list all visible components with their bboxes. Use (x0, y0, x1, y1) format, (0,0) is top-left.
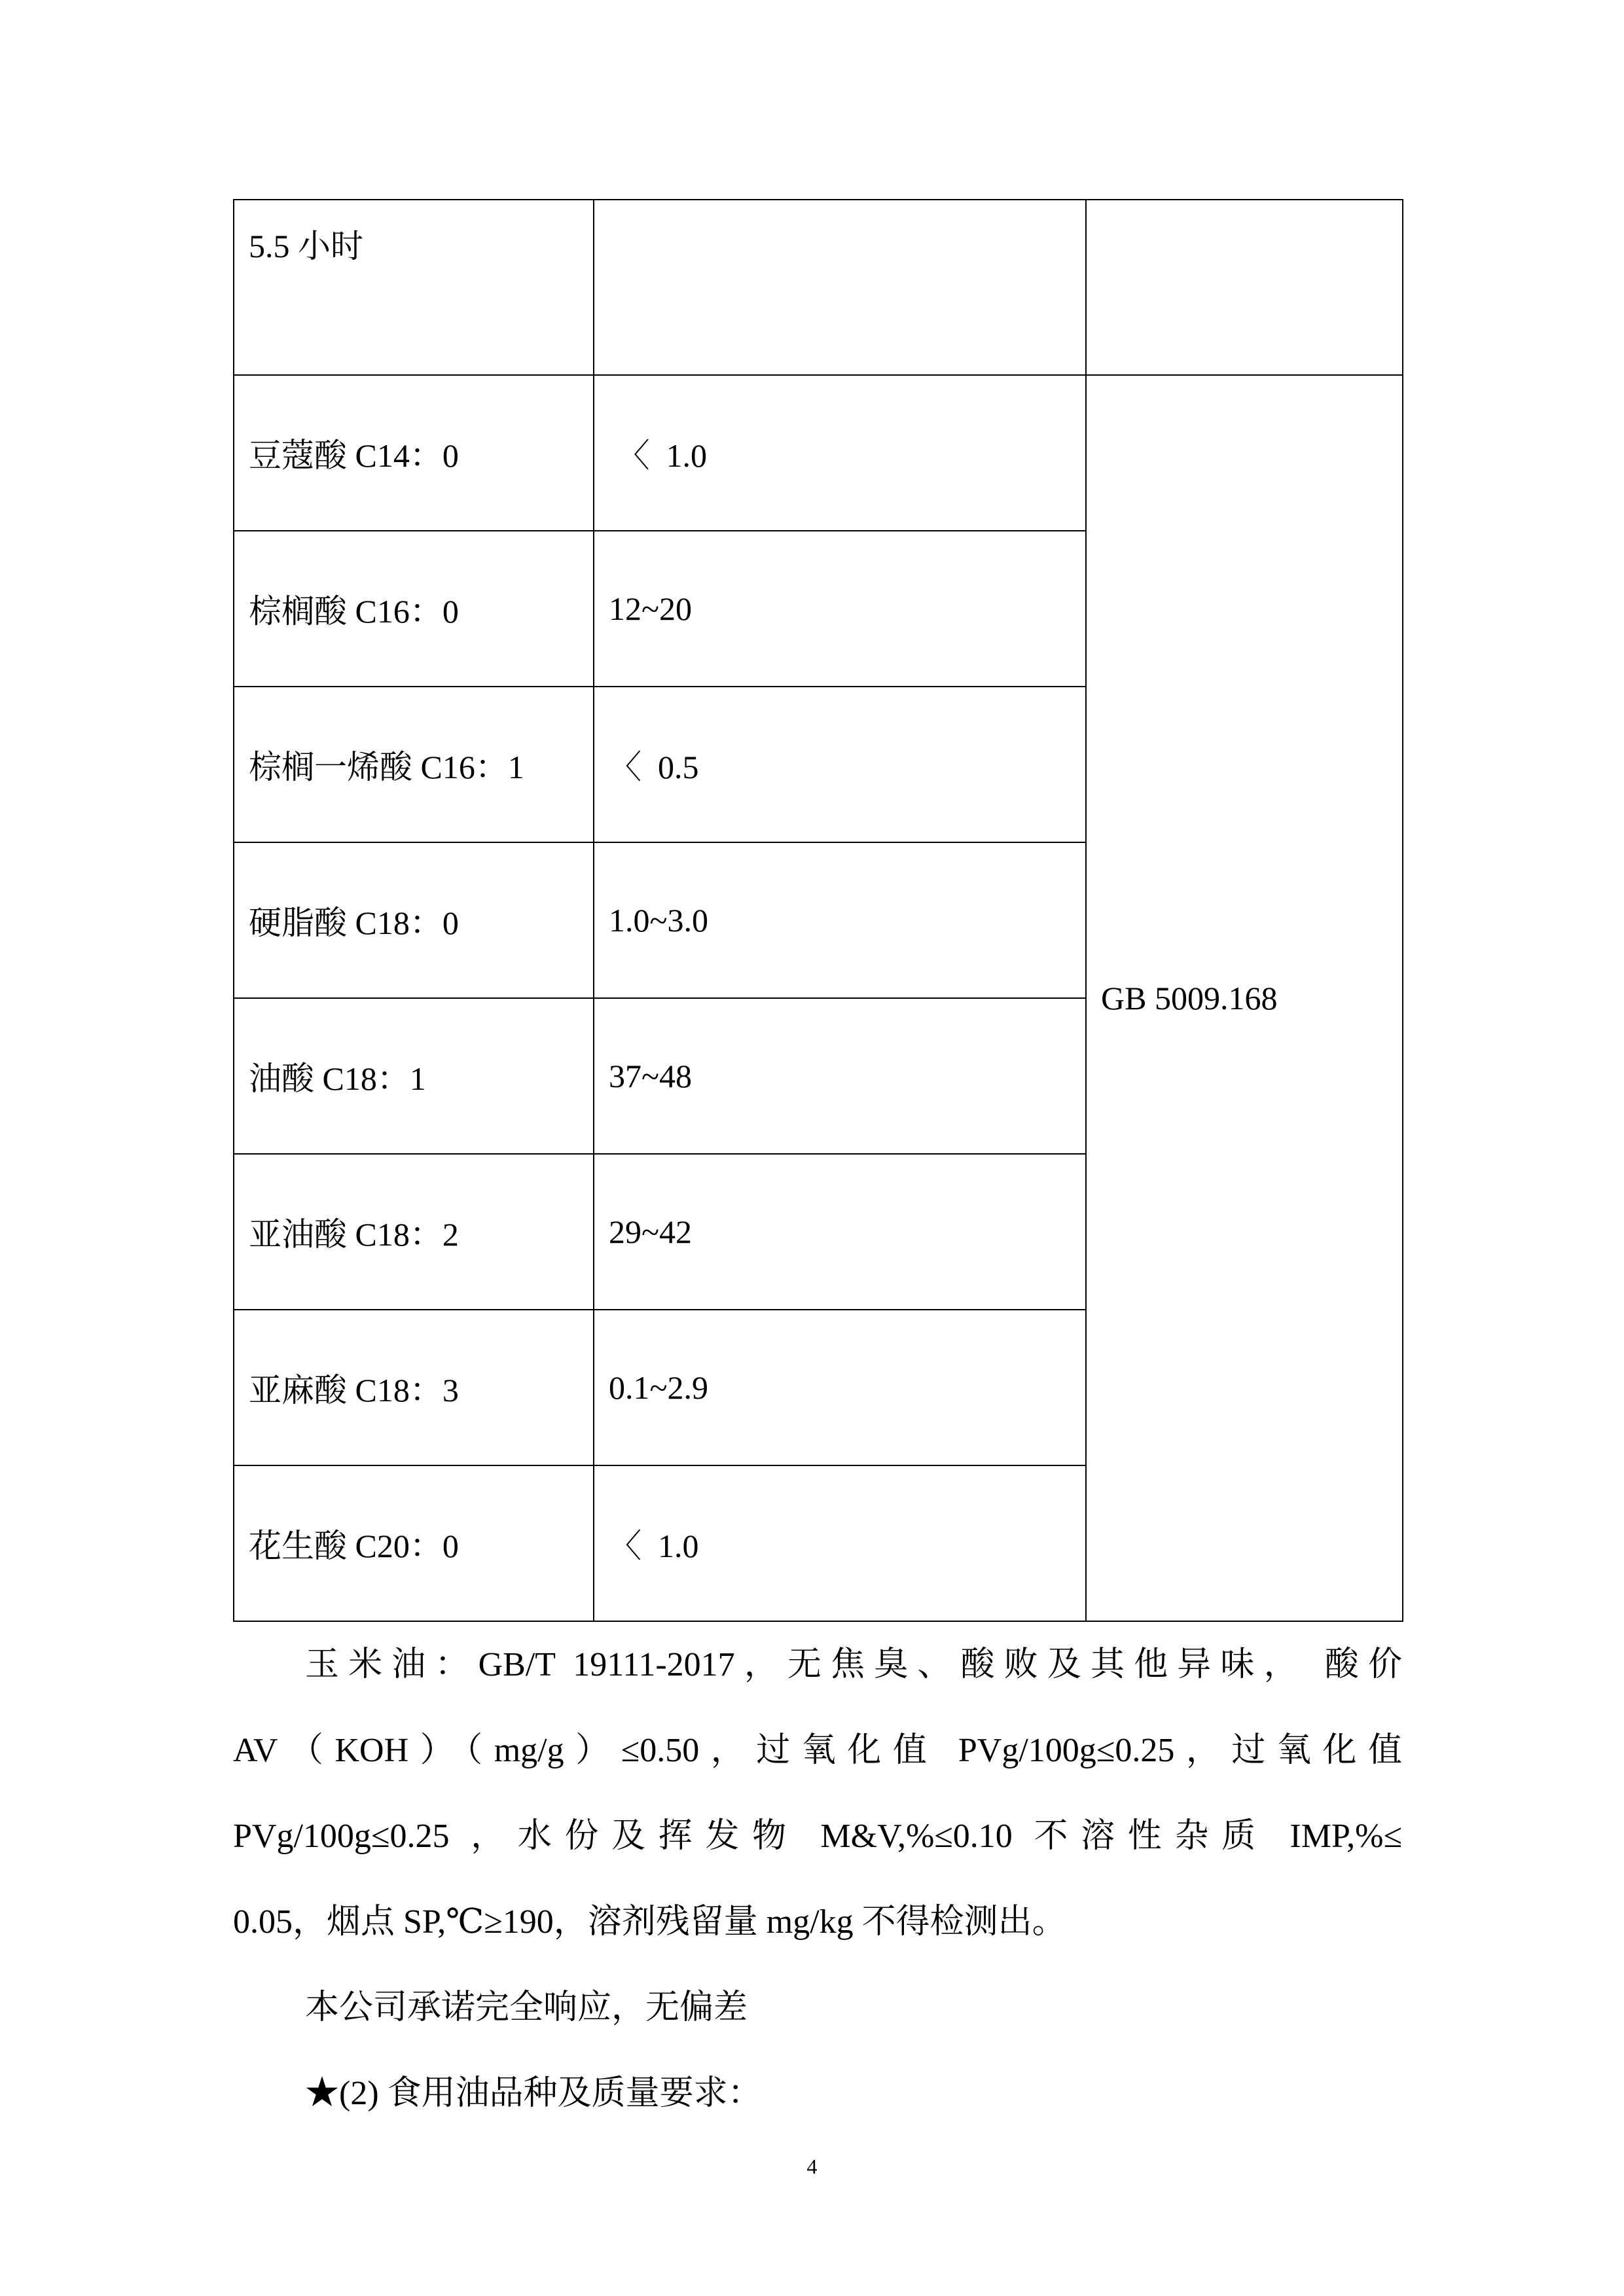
fatty-acid-name: 硬脂酸 C18：0 (234, 842, 594, 998)
commitment-statement: 本公司承诺完全响应，无偏差 (305, 1989, 748, 2026)
table-row (234, 200, 1403, 375)
fatty-acid-value: 1.0~3.0 (594, 842, 1086, 998)
paragraph-line: AV（KOH）（mg/g）≤0.50，过氧化值 PVg/100g≤0.25，过氧化值 (233, 1732, 1402, 1769)
test-method-cell: GB 5009.168 (1086, 375, 1403, 1621)
table-cell (1086, 200, 1403, 375)
paragraph-line: PVg/100g≤0.25 ，水份及挥发物 M&V,%≤0.10 不溶性杂质 IMP,%≤ (233, 1818, 1402, 1855)
fatty-acid-name: 亚油酸 C18：2 (234, 1154, 594, 1310)
section-heading: ★(2) 食用油品种及质量要求： (305, 2075, 762, 2112)
fatty-acid-name: 亚麻酸 C18：3 (234, 1310, 594, 1465)
fatty-acid-value: 29~42 (594, 1154, 1086, 1310)
table-cell (594, 200, 1086, 375)
fatty-acid-value: 〈 1.0 (594, 1465, 1086, 1621)
fatty-acid-name: 油酸 C18：1 (234, 998, 594, 1154)
fatty-acid-table (233, 199, 1403, 1622)
table-cell: 5.5 小时 (234, 200, 594, 375)
fatty-acid-name: 花生酸 C20：0 (234, 1465, 594, 1621)
fatty-acid-value: 〈 1.0 (594, 375, 1086, 531)
fatty-acid-name: 棕榈一烯酸 C16：1 (234, 687, 594, 842)
page-number: 4 (806, 2155, 818, 2178)
fatty-acid-name: 豆蔻酸 C14：0 (234, 375, 594, 531)
fatty-acid-name: 棕榈酸 C16：0 (234, 531, 594, 687)
paragraph-line: 0.05，烟点 SP,℃≥190，溶剂残留量 mg/kg 不得检测出。 (233, 1903, 1066, 1941)
paragraph-line: 玉米油：GB/T 19111-2017，无焦臭、酸败及其他异味， 酸价 (305, 1646, 1402, 1683)
fatty-acid-value: 0.1~2.9 (594, 1310, 1086, 1465)
fatty-acid-value: 〈 0.5 (594, 687, 1086, 842)
fatty-acid-value: 37~48 (594, 998, 1086, 1154)
table-row (234, 375, 1403, 531)
fatty-acid-value: 12~20 (594, 531, 1086, 687)
